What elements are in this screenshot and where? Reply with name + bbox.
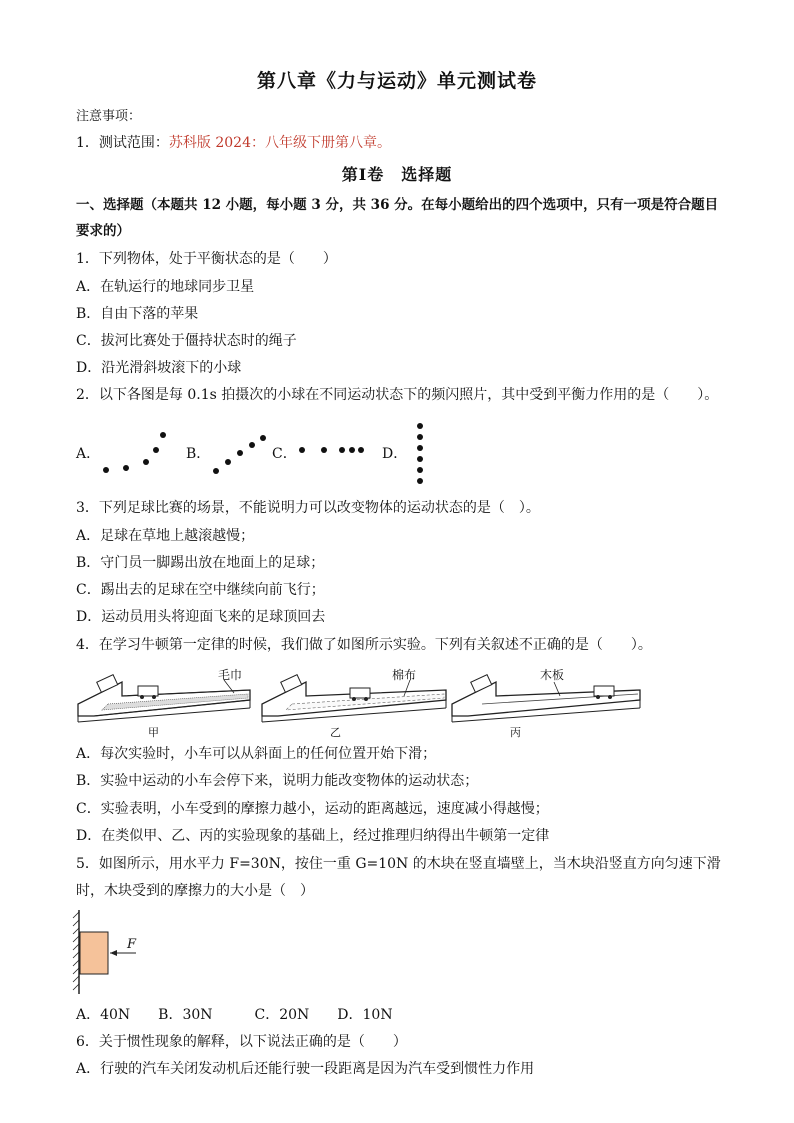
ramp-cotton [262, 675, 446, 722]
q5-stem-line-2: 时，木块受到的摩擦力的大小是（ ） [76, 883, 314, 899]
q5-stem-line-1: 5．如图所示，用水平力 F=30N，按住一重 G=10N 的木块在竖直墙壁上，当木块沿竖直方向匀速下滑 [76, 856, 721, 872]
q3-option-b: B．守门员一脚踢出放在地面上的足球； [76, 555, 325, 571]
page-title: 第八章《力与运动》单元测试卷 [256, 70, 537, 92]
q4-option-b: B．实验中运动的小车会停下来，说明力能改变物体的运动状态； [76, 773, 479, 789]
q5-options: A．40N B．30N C．20N D．10N [76, 1007, 393, 1023]
notes-item-1-highlight: 苏科版 2024： [168, 135, 266, 151]
q3-option-c: C．踢出去的足球在空中继续向前飞行； [76, 582, 325, 598]
q1-stem: 1．下列物体，处于平衡状态的是（ ） [76, 251, 337, 267]
q3-stem: 3．下列足球比赛的场景，不能说明力可以改变物体的运动状态的是（ ）。 [76, 500, 540, 516]
q4-label-wood: 木板 [540, 668, 565, 682]
q1-option-d: D．沿光滑斜坡滚下的小球 [76, 360, 242, 376]
q2-label-b: B． [186, 446, 211, 462]
section-instructions-2: 要求的） [76, 223, 130, 239]
notes-item-1 [76, 134, 391, 152]
q6-option-a: A．行驶的汽车关闭发动机后还能行驶一段距离是因为汽车受到惯性力作用 [76, 1061, 535, 1077]
q4-option-d: D．在类似甲、乙、丙的实验现象的基础上，经过推理归纳得出牛顿第一定律 [76, 828, 550, 844]
q6-stem: 6．关于惯性现象的解释，以下说法正确的是（ ） [76, 1034, 407, 1050]
wood-block [80, 932, 108, 974]
notes-heading: 注意事项： [76, 109, 142, 124]
q4-caption-yi: 乙 [330, 726, 341, 739]
q2-figure-b [206, 424, 276, 479]
q2-figure-a [96, 424, 176, 479]
q1-option-a: A．在轨运行的地球同步卫星 [76, 279, 255, 295]
q4-label-towel: 毛巾 [218, 668, 243, 682]
q4-caption-jia: 甲 [148, 726, 159, 739]
notes-item-1-prefix: 1．测试范围： [76, 135, 169, 151]
q2-label-c: C． [272, 446, 297, 462]
q4-option-a: A．每次实验时，小车可以从斜面上的任何位置开始下滑； [76, 746, 437, 762]
section-title: 第Ⅰ卷 选择题 [341, 165, 453, 184]
q5-force-label: F [127, 937, 137, 952]
q4-caption-bing: 丙 [510, 726, 521, 739]
wall-hatching [73, 910, 79, 994]
notes-item-1-rest: 八年级下册第八章。 [265, 135, 392, 151]
q1-option-b: B．自由下落的苹果 [76, 306, 199, 322]
section-instructions-1: 一、选择题（本题共 12 小题，每小题 3 分，共 36 分。在每小题给出的四个选项中，只有一项是符合题目 [76, 197, 719, 213]
q2-figure-c [292, 440, 372, 460]
q4-stem: 4．在学习牛顿第一定律的时候，我们做了如图所示实验。下列有关叙述不正确的是（ ）。 [76, 637, 652, 653]
q2-label-d: D． [382, 446, 408, 462]
q2-figure-d [410, 420, 430, 485]
q4-option-c: C．实验表明，小车受到的摩擦力越小，运动的距离越远，速度减小得越慢； [76, 801, 549, 817]
q1-option-c: C．拔河比赛处于僵持状态时的绳子 [76, 333, 297, 349]
q3-option-a: A．足球在草地上越滚越慢； [76, 528, 255, 544]
q2-stem: 2．以下各图是每 0.1s 拍摄次的小球在不同运动状态下的频闪照片，其中受到平衡力作用的是（ ）。 [76, 387, 719, 403]
q5-wall-figure [70, 908, 150, 998]
q3-option-d: D．运动员用头将迎面飞来的足球顶回去 [76, 609, 326, 625]
q2-label-a: A． [76, 446, 101, 462]
q4-label-cotton: 棉布 [392, 668, 417, 682]
